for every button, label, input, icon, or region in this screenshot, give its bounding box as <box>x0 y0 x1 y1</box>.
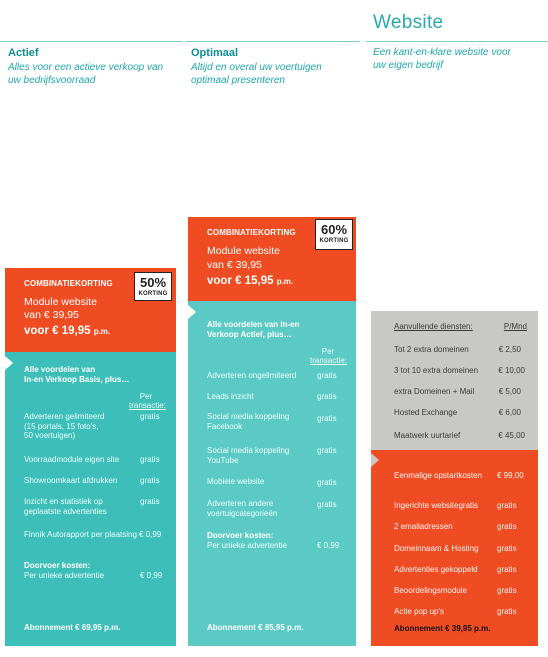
service-price: € 10,00 <box>498 366 525 375</box>
actief-subtitle: Alles voor een actieve verkoop van uw bedrijfsvoorraad <box>8 62 164 86</box>
feature-value: gratis <box>140 497 160 506</box>
feature-label: Adverteren ongelimiteerd <box>207 371 297 380</box>
header-divider <box>366 41 548 42</box>
doorvoer-title: Doorvoer kosten: <box>24 561 91 570</box>
header-divider <box>0 41 183 42</box>
feature-value: gratis <box>317 414 337 423</box>
optimaal-combination-discount <box>188 217 356 301</box>
startup-cost-label: Eenmalige opstartkosten <box>394 471 483 480</box>
promo-new-price: voor € 15,95 p.m. <box>207 275 294 287</box>
feature-value: gratis <box>317 446 337 455</box>
feature-label: Adverteren gelimiteerd (15 portals, 15 foto's, 50 voertuigen) <box>24 412 105 440</box>
feature-value: gratis <box>317 371 337 380</box>
feature-label: Finnik Autorapport per plaatsing <box>24 530 137 539</box>
feature-value: gratis <box>140 455 160 464</box>
included-label: Actie pop up's <box>394 607 445 616</box>
actief-combination-discount <box>5 268 176 352</box>
promo-old-price: van € 39,95 <box>207 259 262 271</box>
promo-title: COMBINATIEKORTING <box>24 279 113 288</box>
services-header: Aanvullende diensten: <box>394 322 473 331</box>
service-label: Maatwerk uurtarief <box>394 431 461 440</box>
website-included-panel <box>371 450 538 646</box>
panel-notch <box>188 305 196 319</box>
included-label: Advertenties gekoppeld <box>394 565 478 574</box>
feature-label: Social media koppeling YouTube <box>207 446 290 465</box>
included-label: 2 emailadressen <box>394 522 453 531</box>
feature-label: Inzicht en statistiek op geplaatste advertenties <box>24 497 107 516</box>
startup-cost-value: € 99,00 <box>497 471 524 480</box>
included-value: gratis <box>497 565 517 574</box>
feature-value: gratis <box>317 392 337 401</box>
included-label: Beoordelingsmodule <box>394 586 467 595</box>
subscription-price: Abonnement € 85,95 p.m. <box>207 623 304 632</box>
actief-intro: Alle voordelen van In-en Verkoop Basis, plus… <box>24 365 130 384</box>
included-value: gratis <box>497 501 517 510</box>
included-label: Domeinnaam & Hosting <box>394 544 479 553</box>
additional-services-panel <box>371 311 538 450</box>
promo-old-price: van € 39,95 <box>24 309 79 321</box>
feature-label: Showroomkaart afdrukken <box>24 476 118 485</box>
optimaal-subtitle: Altijd en overal uw voertuigen optimaal presenteren <box>191 62 322 86</box>
website-subtitle: Een kant-en-klare website voor uw eigen bedrijf <box>373 47 511 71</box>
included-label: Ingerichte websitegratis <box>394 501 479 510</box>
doorvoer-value: € 0,99 <box>140 571 163 580</box>
promo-title: COMBINATIEKORTING <box>207 228 296 237</box>
promo-module: Module website <box>207 245 280 257</box>
service-label: extra Domeinen + Mail <box>394 387 475 396</box>
included-value: gratis <box>497 522 517 531</box>
service-label: Hosted Exchange <box>394 408 458 417</box>
actief-features-panel <box>5 352 176 646</box>
panel-notch <box>371 453 379 467</box>
feature-value: gratis <box>317 478 337 487</box>
included-value: gratis <box>497 607 517 616</box>
feature-value: gratis <box>140 412 160 421</box>
feature-label: Adverteren andere voertuigcategorieën <box>207 499 278 518</box>
feature-label: Voorraadmodule eigen site <box>24 455 120 464</box>
per-transaction-header: Per transactie: <box>310 347 347 365</box>
actief-title: Actief <box>8 47 39 59</box>
service-price: € 2,50 <box>498 345 521 354</box>
website-column-title: Website <box>373 12 444 33</box>
services-unit: P/Mnd <box>503 322 527 331</box>
optimaal-features-panel <box>188 301 356 646</box>
doorvoer-subtitle: Per unieke advertentie <box>207 541 288 550</box>
feature-label: Leads inzicht <box>207 392 254 401</box>
service-price: € 45,00 <box>498 431 525 440</box>
optimaal-title: Optimaal <box>191 47 239 59</box>
subscription-price: Abonnement € 69,95 p.m. <box>24 623 121 632</box>
service-label: 3 tot 10 extra domeinen <box>394 366 479 375</box>
service-price: € 6,00 <box>498 408 521 417</box>
feature-value: gratis <box>140 476 160 485</box>
included-value: gratis <box>497 544 517 553</box>
promo-new-price: voor € 19,95 p.m. <box>24 325 111 337</box>
feature-label: Mobiele website <box>207 477 265 486</box>
doorvoer-title: Doorvoer kosten: <box>207 531 274 540</box>
feature-value: gratis <box>317 500 337 509</box>
panel-notch <box>5 356 13 370</box>
promo-module: Module website <box>24 296 97 308</box>
optimaal-intro: Alle voordelen van In-en Verkoop Actief, plus… <box>207 320 300 339</box>
doorvoer-subtitle: Per unieke advertentie <box>24 571 105 580</box>
included-value: gratis <box>497 586 517 595</box>
feature-value: € 0,99 <box>139 530 162 539</box>
service-label: Tot 2 extra domeinen <box>394 345 469 354</box>
doorvoer-value: € 0,99 <box>317 541 340 550</box>
per-transaction-header: Per transactie: <box>129 392 166 410</box>
feature-label: Social media koppeling Facebook <box>207 412 290 431</box>
discount-badge: 50% KORTING <box>134 272 172 301</box>
service-price: € 5,00 <box>498 387 521 396</box>
subscription-price: Abonnement € 39,95 p.m. <box>394 624 491 633</box>
discount-badge: 60% KORTING <box>315 219 353 250</box>
header-divider <box>185 41 360 42</box>
